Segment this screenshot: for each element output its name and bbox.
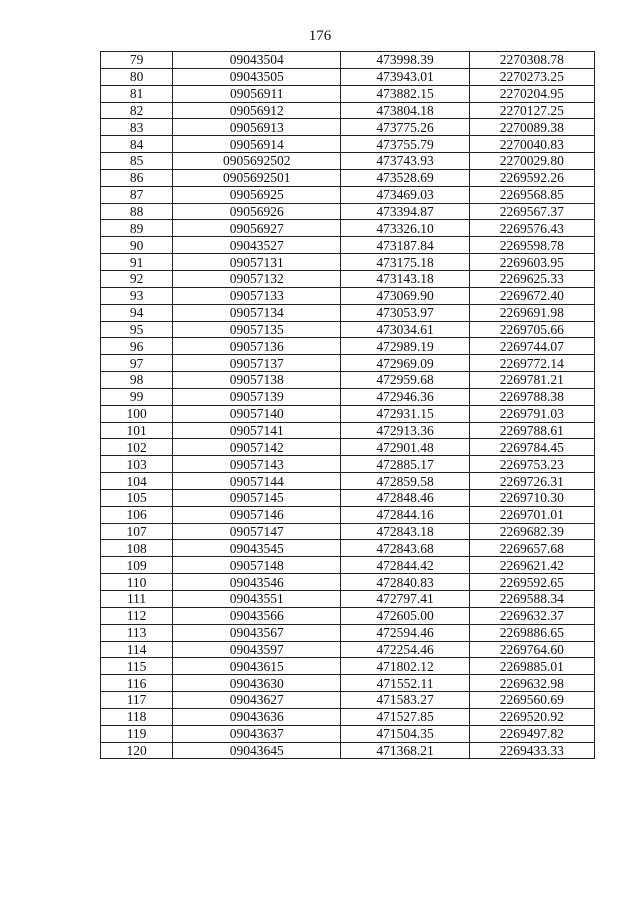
point-id-cell: 0905692502 — [173, 153, 341, 170]
row-number-cell: 101 — [101, 422, 173, 439]
table-row — [101, 675, 595, 692]
table-row — [101, 506, 595, 523]
x-coordinate-cell: 472859.58 — [341, 473, 469, 490]
point-id-cell: 09043597 — [173, 641, 341, 658]
y-coordinate-cell: 2269625.33 — [469, 270, 594, 287]
y-coordinate-cell: 2269788.38 — [469, 388, 594, 405]
point-id-cell: 09057134 — [173, 304, 341, 321]
x-coordinate-cell: 472959.68 — [341, 372, 469, 389]
point-id-cell: 09057133 — [173, 287, 341, 304]
point-id-cell: 09043546 — [173, 574, 341, 591]
x-coordinate-cell: 472605.00 — [341, 607, 469, 624]
table-row — [101, 692, 595, 709]
table-row — [101, 304, 595, 321]
x-coordinate-cell: 472913.36 — [341, 422, 469, 439]
row-number-cell: 88 — [101, 203, 173, 220]
x-coordinate-cell: 472843.18 — [341, 523, 469, 540]
page-number: 176 — [308, 28, 332, 44]
x-coordinate-cell: 473804.18 — [341, 102, 469, 119]
x-coordinate-cell: 472931.15 — [341, 405, 469, 422]
y-coordinate-cell: 2269592.26 — [469, 169, 594, 186]
point-id-cell: 09043545 — [173, 540, 341, 557]
x-coordinate-cell: 473175.18 — [341, 254, 469, 271]
point-id-cell: 09057145 — [173, 489, 341, 506]
point-id-cell: 09057147 — [173, 523, 341, 540]
point-id-cell: 09057148 — [173, 557, 341, 574]
table-row — [101, 742, 595, 759]
y-coordinate-cell: 2269753.23 — [469, 456, 594, 473]
x-coordinate-cell: 473069.90 — [341, 287, 469, 304]
point-id-cell: 09057136 — [173, 338, 341, 355]
table-row — [101, 540, 595, 557]
y-coordinate-cell: 2269885.01 — [469, 658, 594, 675]
row-number-cell: 109 — [101, 557, 173, 574]
x-coordinate-cell: 471368.21 — [341, 742, 469, 759]
x-coordinate-cell: 472840.83 — [341, 574, 469, 591]
x-coordinate-cell: 473326.10 — [341, 220, 469, 237]
y-coordinate-cell: 2270029.80 — [469, 153, 594, 170]
row-number-cell: 90 — [101, 237, 173, 254]
table-row — [101, 102, 595, 119]
point-id-cell: 09043527 — [173, 237, 341, 254]
table-row — [101, 405, 595, 422]
table-row — [101, 372, 595, 389]
point-id-cell: 09043627 — [173, 692, 341, 709]
row-number-cell: 107 — [101, 523, 173, 540]
row-number-cell: 82 — [101, 102, 173, 119]
table-row — [101, 708, 595, 725]
point-id-cell: 09057135 — [173, 321, 341, 338]
x-coordinate-cell: 473998.39 — [341, 52, 469, 69]
row-number-cell: 95 — [101, 321, 173, 338]
y-coordinate-cell: 2269781.21 — [469, 372, 594, 389]
table-row — [101, 321, 595, 338]
point-id-cell: 09043615 — [173, 658, 341, 675]
y-coordinate-cell: 2269632.37 — [469, 607, 594, 624]
table-row — [101, 85, 595, 102]
row-number-cell: 91 — [101, 254, 173, 271]
row-number-cell: 92 — [101, 270, 173, 287]
coordinates-table-body — [101, 52, 595, 759]
x-coordinate-cell: 473034.61 — [341, 321, 469, 338]
point-id-cell: 09043630 — [173, 675, 341, 692]
x-coordinate-cell: 473143.18 — [341, 270, 469, 287]
x-coordinate-cell: 473775.26 — [341, 119, 469, 136]
table-row — [101, 557, 595, 574]
point-id-cell: 09043636 — [173, 708, 341, 725]
row-number-cell: 85 — [101, 153, 173, 170]
point-id-cell: 09057140 — [173, 405, 341, 422]
x-coordinate-cell: 473394.87 — [341, 203, 469, 220]
table-row — [101, 456, 595, 473]
x-coordinate-cell: 473053.97 — [341, 304, 469, 321]
x-coordinate-cell: 471527.85 — [341, 708, 469, 725]
y-coordinate-cell: 2269567.37 — [469, 203, 594, 220]
row-number-cell: 114 — [101, 641, 173, 658]
y-coordinate-cell: 2269598.78 — [469, 237, 594, 254]
table-row — [101, 338, 595, 355]
x-coordinate-cell: 471583.27 — [341, 692, 469, 709]
point-id-cell: 0905692501 — [173, 169, 341, 186]
row-number-cell: 83 — [101, 119, 173, 136]
y-coordinate-cell: 2269788.61 — [469, 422, 594, 439]
x-coordinate-cell: 472848.46 — [341, 489, 469, 506]
x-coordinate-cell: 471552.11 — [341, 675, 469, 692]
row-number-cell: 113 — [101, 624, 173, 641]
x-coordinate-cell: 472594.46 — [341, 624, 469, 641]
point-id-cell: 09056913 — [173, 119, 341, 136]
table-row — [101, 607, 595, 624]
table-row — [101, 270, 595, 287]
table-row — [101, 254, 595, 271]
row-number-cell: 105 — [101, 489, 173, 506]
point-id-cell: 09057139 — [173, 388, 341, 405]
y-coordinate-cell: 2269497.82 — [469, 725, 594, 742]
table-row — [101, 237, 595, 254]
y-coordinate-cell: 2270089.38 — [469, 119, 594, 136]
point-id-cell: 09056912 — [173, 102, 341, 119]
y-coordinate-cell: 2269744.07 — [469, 338, 594, 355]
table-row — [101, 169, 595, 186]
point-id-cell: 09057131 — [173, 254, 341, 271]
point-id-cell: 09043637 — [173, 725, 341, 742]
row-number-cell: 81 — [101, 85, 173, 102]
x-coordinate-cell: 472844.42 — [341, 557, 469, 574]
point-id-cell: 09043645 — [173, 742, 341, 759]
y-coordinate-cell: 2270127.25 — [469, 102, 594, 119]
y-coordinate-cell: 2269886.65 — [469, 624, 594, 641]
y-coordinate-cell: 2269603.95 — [469, 254, 594, 271]
y-coordinate-cell: 2269682.39 — [469, 523, 594, 540]
y-coordinate-cell: 2269705.66 — [469, 321, 594, 338]
table-row — [101, 624, 595, 641]
x-coordinate-cell: 472989.19 — [341, 338, 469, 355]
y-coordinate-cell: 2270273.25 — [469, 68, 594, 85]
x-coordinate-cell: 472969.09 — [341, 355, 469, 372]
x-coordinate-cell: 473469.03 — [341, 186, 469, 203]
x-coordinate-cell: 473743.93 — [341, 153, 469, 170]
point-id-cell: 09043567 — [173, 624, 341, 641]
point-id-cell: 09056927 — [173, 220, 341, 237]
x-coordinate-cell: 472901.48 — [341, 439, 469, 456]
y-coordinate-cell: 2269568.85 — [469, 186, 594, 203]
y-coordinate-cell: 2269576.43 — [469, 220, 594, 237]
x-coordinate-cell: 472844.16 — [341, 506, 469, 523]
y-coordinate-cell: 2269560.69 — [469, 692, 594, 709]
table-row — [101, 153, 595, 170]
coordinates-table — [100, 51, 595, 759]
table-row — [101, 52, 595, 69]
point-id-cell: 09056925 — [173, 186, 341, 203]
point-id-cell: 09057143 — [173, 456, 341, 473]
point-id-cell: 09057144 — [173, 473, 341, 490]
y-coordinate-cell: 2269621.42 — [469, 557, 594, 574]
table-row — [101, 355, 595, 372]
y-coordinate-cell: 2269764.60 — [469, 641, 594, 658]
y-coordinate-cell: 2269726.31 — [469, 473, 594, 490]
y-coordinate-cell: 2269588.34 — [469, 591, 594, 608]
table-row — [101, 388, 595, 405]
table-row — [101, 220, 595, 237]
point-id-cell: 09043504 — [173, 52, 341, 69]
point-id-cell: 09043551 — [173, 591, 341, 608]
row-number-cell: 86 — [101, 169, 173, 186]
point-id-cell: 09057132 — [173, 270, 341, 287]
y-coordinate-cell: 2269657.68 — [469, 540, 594, 557]
table-row — [101, 186, 595, 203]
y-coordinate-cell: 2269433.33 — [469, 742, 594, 759]
row-number-cell: 84 — [101, 136, 173, 153]
table-row — [101, 523, 595, 540]
y-coordinate-cell: 2269791.03 — [469, 405, 594, 422]
table-row — [101, 287, 595, 304]
table-row — [101, 422, 595, 439]
row-number-cell: 104 — [101, 473, 173, 490]
row-number-cell: 80 — [101, 68, 173, 85]
row-number-cell: 102 — [101, 439, 173, 456]
row-number-cell: 119 — [101, 725, 173, 742]
x-coordinate-cell: 472885.17 — [341, 456, 469, 473]
x-coordinate-cell: 473187.84 — [341, 237, 469, 254]
y-coordinate-cell: 2269632.98 — [469, 675, 594, 692]
point-id-cell: 09056911 — [173, 85, 341, 102]
y-coordinate-cell: 2269772.14 — [469, 355, 594, 372]
x-coordinate-cell: 473882.15 — [341, 85, 469, 102]
x-coordinate-cell: 471802.12 — [341, 658, 469, 675]
table-row — [101, 641, 595, 658]
x-coordinate-cell: 473755.79 — [341, 136, 469, 153]
row-number-cell: 110 — [101, 574, 173, 591]
row-number-cell: 100 — [101, 405, 173, 422]
row-number-cell: 89 — [101, 220, 173, 237]
row-number-cell: 79 — [101, 52, 173, 69]
point-id-cell: 09057138 — [173, 372, 341, 389]
table-row — [101, 68, 595, 85]
y-coordinate-cell: 2269784.45 — [469, 439, 594, 456]
row-number-cell: 116 — [101, 675, 173, 692]
y-coordinate-cell: 2269691.98 — [469, 304, 594, 321]
x-coordinate-cell: 472254.46 — [341, 641, 469, 658]
x-coordinate-cell: 471504.35 — [341, 725, 469, 742]
row-number-cell: 117 — [101, 692, 173, 709]
table-row — [101, 489, 595, 506]
y-coordinate-cell: 2269520.92 — [469, 708, 594, 725]
point-id-cell: 09057137 — [173, 355, 341, 372]
row-number-cell: 108 — [101, 540, 173, 557]
table-row — [101, 725, 595, 742]
y-coordinate-cell: 2270040.83 — [469, 136, 594, 153]
row-number-cell: 96 — [101, 338, 173, 355]
table-row — [101, 136, 595, 153]
table-row — [101, 203, 595, 220]
row-number-cell: 94 — [101, 304, 173, 321]
point-id-cell: 09057141 — [173, 422, 341, 439]
point-id-cell: 09057146 — [173, 506, 341, 523]
x-coordinate-cell: 472797.41 — [341, 591, 469, 608]
row-number-cell: 87 — [101, 186, 173, 203]
y-coordinate-cell: 2269701.01 — [469, 506, 594, 523]
row-number-cell: 111 — [101, 591, 173, 608]
row-number-cell: 112 — [101, 607, 173, 624]
point-id-cell: 09043505 — [173, 68, 341, 85]
x-coordinate-cell: 473943.01 — [341, 68, 469, 85]
table-row — [101, 591, 595, 608]
y-coordinate-cell: 2270204.95 — [469, 85, 594, 102]
y-coordinate-cell: 2269592.65 — [469, 574, 594, 591]
row-number-cell: 106 — [101, 506, 173, 523]
table-row — [101, 439, 595, 456]
table-row — [101, 119, 595, 136]
y-coordinate-cell: 2270308.78 — [469, 52, 594, 69]
row-number-cell: 103 — [101, 456, 173, 473]
table-row — [101, 574, 595, 591]
x-coordinate-cell: 472843.68 — [341, 540, 469, 557]
point-id-cell: 09056926 — [173, 203, 341, 220]
x-coordinate-cell: 472946.36 — [341, 388, 469, 405]
point-id-cell: 09043566 — [173, 607, 341, 624]
row-number-cell: 118 — [101, 708, 173, 725]
row-number-cell: 120 — [101, 742, 173, 759]
row-number-cell: 97 — [101, 355, 173, 372]
row-number-cell: 98 — [101, 372, 173, 389]
table-row — [101, 473, 595, 490]
row-number-cell: 115 — [101, 658, 173, 675]
point-id-cell: 09056914 — [173, 136, 341, 153]
point-id-cell: 09057142 — [173, 439, 341, 456]
row-number-cell: 99 — [101, 388, 173, 405]
y-coordinate-cell: 2269710.30 — [469, 489, 594, 506]
table-row — [101, 658, 595, 675]
x-coordinate-cell: 473528.69 — [341, 169, 469, 186]
row-number-cell: 93 — [101, 287, 173, 304]
y-coordinate-cell: 2269672.40 — [469, 287, 594, 304]
